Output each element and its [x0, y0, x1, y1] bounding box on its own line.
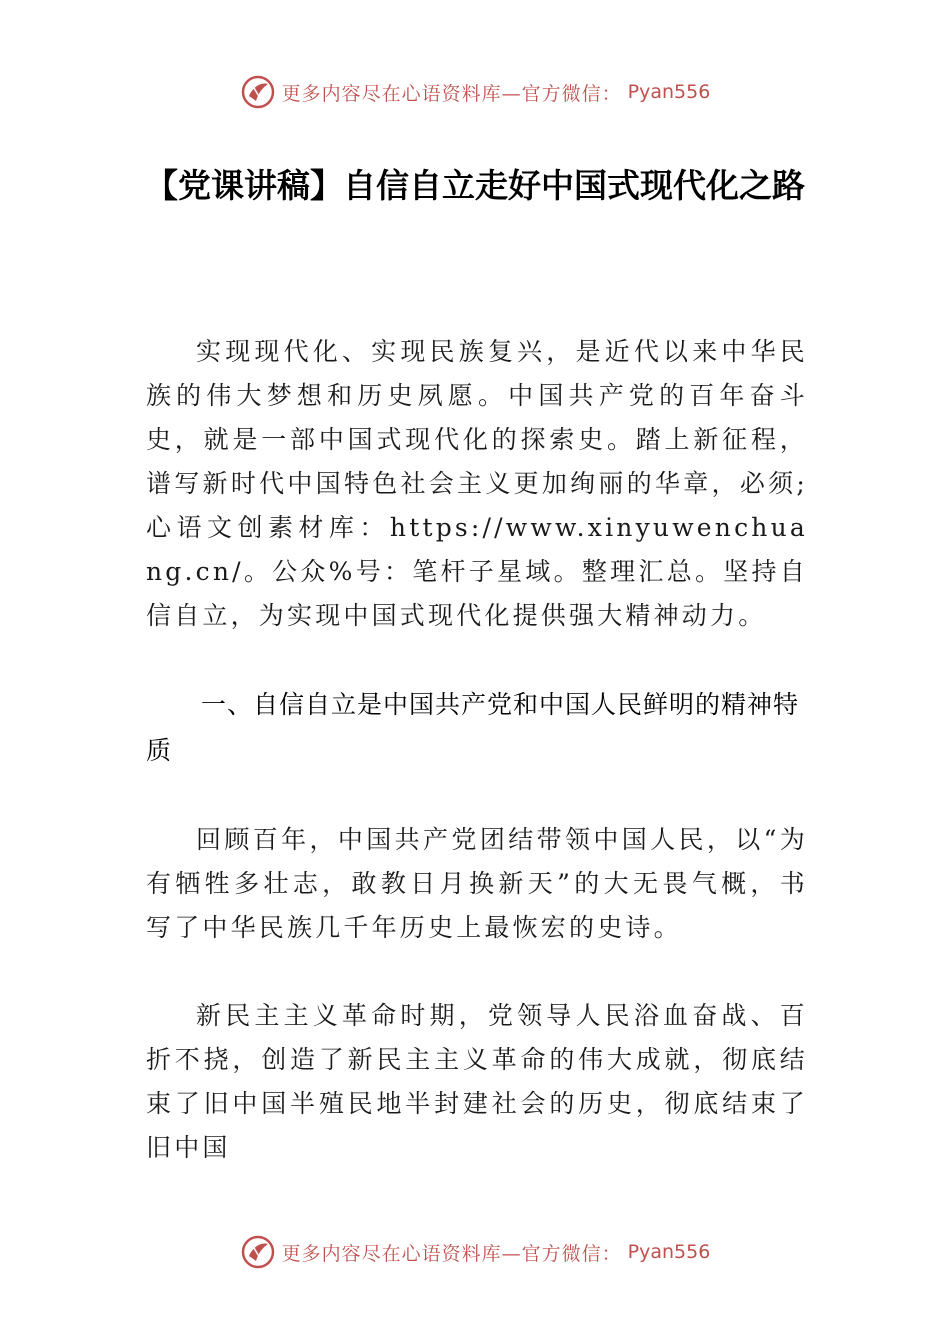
seal-logo-icon	[240, 74, 276, 110]
seal-logo-icon	[240, 1234, 276, 1270]
document-title: 【党课讲稿】自信自立走好中国式现代化之路	[145, 166, 805, 205]
banner-slogan: 更多内容尽在心语资料库—官方微信：	[281, 82, 622, 105]
banner-wechat-id: Pyan556	[627, 1241, 711, 1263]
section-heading: 一、自信自立是中国共产党和中国人民鲜明的精神特质	[146, 690, 800, 765]
document-body	[146, 330, 808, 1214]
banner-slogan: 更多内容尽在心语资料库—官方微信：	[281, 1242, 622, 1265]
footer-banner	[0, 1232, 950, 1272]
paragraph-review: 回顾百年，中国共产党团结带领中国人民，以“为有牺牲多壮志，敢教日月换新天”的大无畏气概，书写了中华民族几千年历史上最恢宏的史诗。	[146, 825, 808, 942]
header-banner	[0, 72, 950, 112]
paragraph-revolution: 新民主主义革命时期，党领导人民浴血奋战、百折不挠，创造了新民主主义革命的伟大成就，彻底结束了旧中国半殖民地半封建社会的历史，彻底结束了旧中国	[146, 1001, 808, 1162]
paragraph-intro: 实现现代化、实现民族复兴，是近代以来中华民族的伟大梦想和历史夙愿。中国共产党的百年奋斗史，就是一部中国式现代化的探索史。踏上新征程，谱写新时代中国特色社会主义更加绚丽的华章，必须;心语文创素材库：https://www.xinyuwenchuang.cn/。公众%号：笔杆子星域。整理汇总。坚持自信自立，为实现中国式现代化提供强大精神动力。	[146, 337, 808, 630]
banner-wechat-id: Pyan556	[627, 81, 711, 103]
